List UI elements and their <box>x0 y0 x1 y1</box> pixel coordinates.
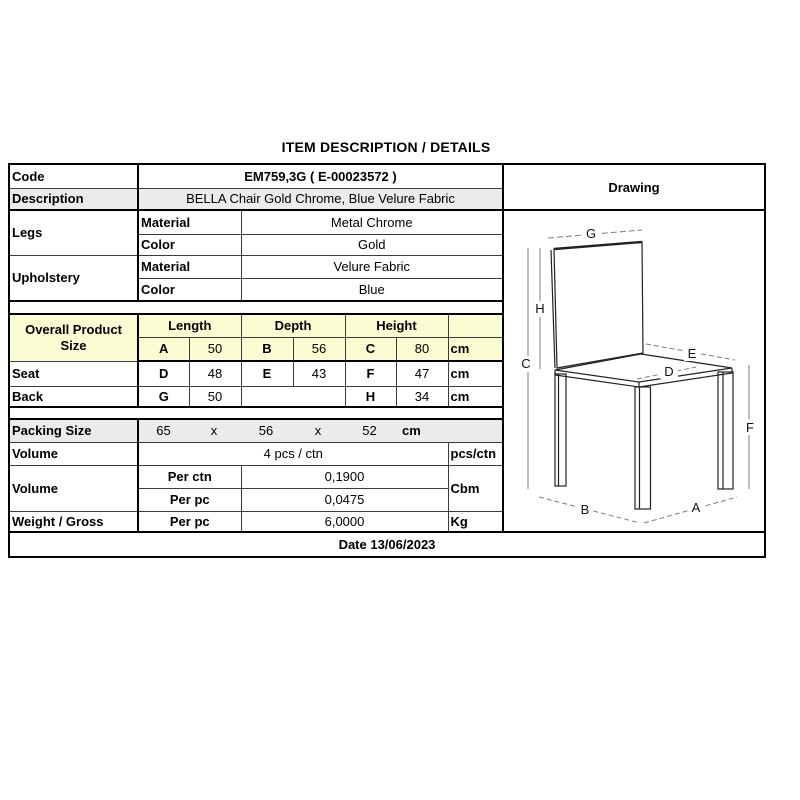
weight-value: 6,0000 <box>241 511 448 532</box>
item-details-table <box>8 163 766 558</box>
seat-d-key: D <box>138 361 189 386</box>
weight-label: Weight / Gross <box>9 511 138 532</box>
description-label: Description <box>9 188 138 210</box>
volume-carton-value: 4 pcs / ctn <box>138 442 448 465</box>
packing-x2: x <box>314 423 322 439</box>
dim-label-c: C <box>521 356 531 371</box>
seat-d-value: 48 <box>189 361 241 386</box>
size-depth-header: Depth <box>241 314 345 337</box>
legs-color-label: Color <box>138 234 241 255</box>
drawing-header: Drawing <box>503 164 765 210</box>
dim-label-f: F <box>746 420 754 435</box>
chair-leg-left <box>555 374 566 486</box>
legs-material-row <box>9 210 765 234</box>
legs-material-value: Metal Chrome <box>241 210 503 234</box>
size-height-header: Height <box>345 314 448 337</box>
packing-values <box>138 419 503 442</box>
code-row <box>9 164 765 188</box>
size-a-key: A <box>138 337 189 361</box>
chair-leg-front <box>635 387 651 509</box>
size-unit: cm <box>448 337 503 361</box>
back-g-value: 50 <box>189 386 241 407</box>
upholstery-material-label: Material <box>138 255 241 278</box>
dim-label-d: D <box>664 364 674 379</box>
volume-cbm-label: Volume <box>9 465 138 511</box>
packing-unit: cm <box>402 423 421 439</box>
volume-carton-unit: pcs/ctn <box>448 442 503 465</box>
size-a-value: 50 <box>189 337 241 361</box>
date-value: Date 13/06/2023 <box>9 532 765 557</box>
weight-per-pc-label: Per pc <box>138 511 241 532</box>
seat-e-value: 43 <box>293 361 345 386</box>
legs-color-value: Gold <box>241 234 503 255</box>
page-title: ITEM DESCRIPTION / DETAILS <box>281 139 491 155</box>
size-b-value: 56 <box>293 337 345 361</box>
dim-label-a: A <box>691 500 701 515</box>
size-b-key: B <box>241 337 293 361</box>
seat-label: Seat <box>9 361 138 386</box>
back-g-key: G <box>138 386 189 407</box>
code-label: Code <box>9 164 138 188</box>
volume-carton-label: Volume <box>9 442 138 465</box>
upholstery-color-value: Blue <box>241 278 503 301</box>
size-unit-header-spacer <box>448 314 503 337</box>
chair-leg-right <box>718 372 733 489</box>
chair-backrest <box>554 242 643 368</box>
back-label: Back <box>9 386 138 407</box>
date-row <box>9 532 765 557</box>
packing-label: Packing Size <box>9 419 138 442</box>
upholstery-material-value: Velure Fabric <box>241 255 503 278</box>
dim-label-e: E <box>687 346 697 361</box>
upholstery-label: Upholstery <box>9 255 138 301</box>
packing-depth: 56 <box>258 423 274 439</box>
upholstery-color-label: Color <box>138 278 241 301</box>
size-length-header: Length <box>138 314 241 337</box>
back-h-key: H <box>345 386 396 407</box>
dim-label-g: G <box>585 226 597 241</box>
packing-x1: x <box>210 423 218 439</box>
separator-cell <box>9 301 503 314</box>
legs-material-label: Material <box>138 210 241 234</box>
seat-e-key: E <box>241 361 293 386</box>
description-value: BELLA Chair Gold Chrome, Blue Velure Fabric <box>138 188 503 210</box>
per-pc-value: 0,0475 <box>241 488 448 511</box>
per-ctn-value: 0,1900 <box>241 465 448 488</box>
per-pc-label: Per pc <box>138 488 241 511</box>
size-label: Overall Product Size <box>9 314 138 361</box>
volume-cbm-unit: Cbm <box>448 465 503 511</box>
weight-unit: Kg <box>448 511 503 532</box>
per-ctn-label: Per ctn <box>138 465 241 488</box>
packing-height: 52 <box>362 423 377 439</box>
seat-f-key: F <box>345 361 396 386</box>
seat-f-value: 47 <box>396 361 448 386</box>
chair-drawing <box>506 212 764 530</box>
legs-label: Legs <box>9 210 138 255</box>
drawing-cell <box>503 210 765 532</box>
size-c-value: 80 <box>396 337 448 361</box>
packing-length: 65 <box>156 423 171 439</box>
seat-unit: cm <box>448 361 503 386</box>
back-h-value: 34 <box>396 386 448 407</box>
code-value: EM759,3G ( E-00023572 ) <box>138 164 503 188</box>
dim-label-h: H <box>535 301 545 316</box>
dim-label-b: B <box>580 502 590 517</box>
separator-cell <box>9 407 503 419</box>
back-empty-cell <box>241 386 345 407</box>
back-unit: cm <box>448 386 503 407</box>
size-c-key: C <box>345 337 396 361</box>
